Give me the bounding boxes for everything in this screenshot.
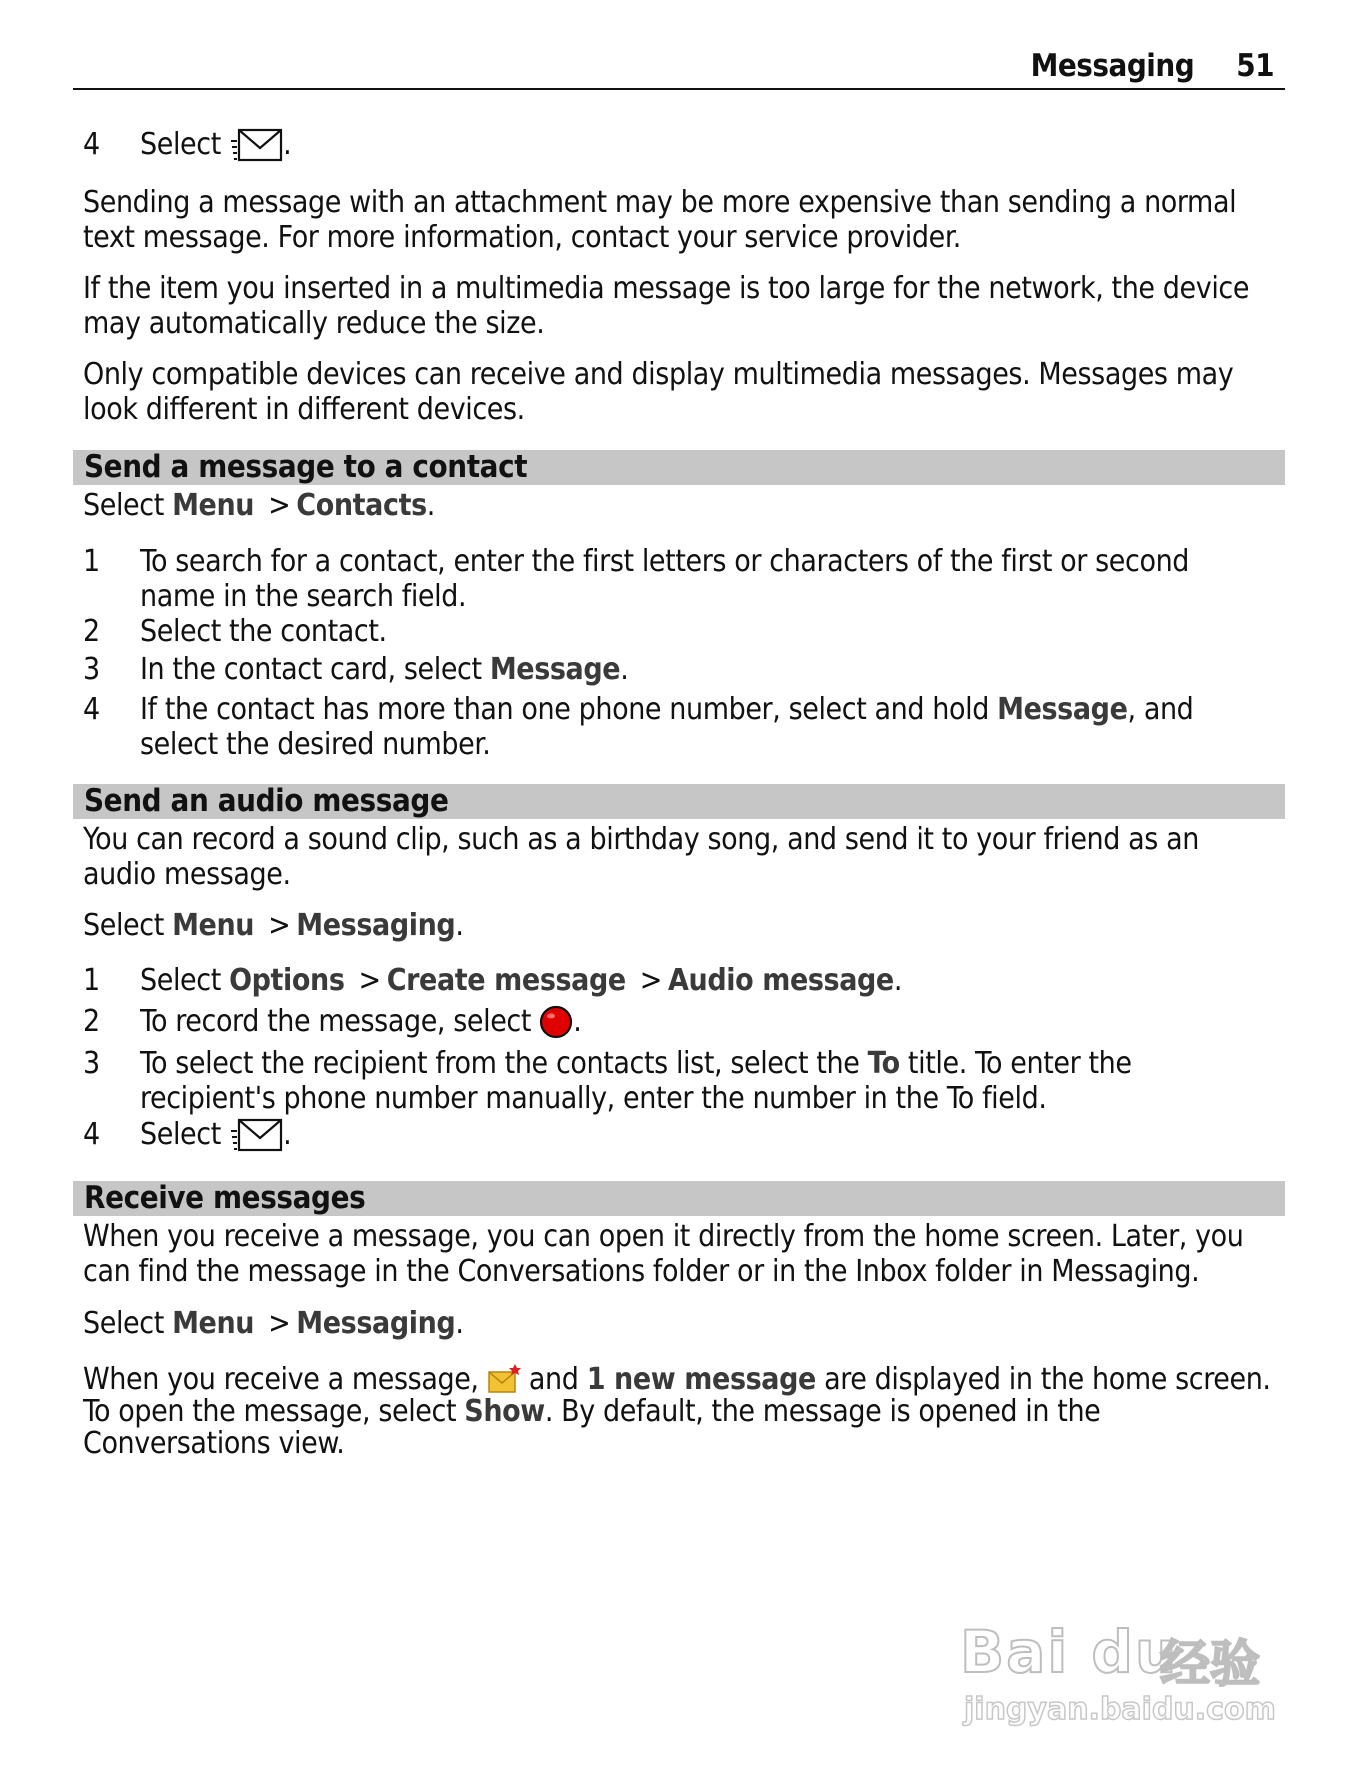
watermark-url: jingyan.baidu.com xyxy=(964,1692,1276,1727)
step-number: 4 xyxy=(83,127,100,162)
watermark-brand: Bai du xyxy=(960,1618,1179,1686)
receive-paragraph: When you receive a message, and 1 new message are displayed in the home screen. To open the message, select Show. By default, the message is opened in the Conversations view. xyxy=(83,1362,1271,1461)
heading-send-audio: Send an audio message xyxy=(73,784,1285,819)
page-header xyxy=(73,48,1285,90)
send-message-icon xyxy=(229,1118,283,1162)
heading-receive-messages: Receive messages xyxy=(73,1181,1285,1216)
paragraph-compatible-devices: Only compatible devices can receive and display multimedia messages. Messages may look different in different devices. xyxy=(83,357,1234,427)
step-text: Select xyxy=(140,127,221,162)
send-message-icon xyxy=(229,128,283,172)
watermark-cn: 经验 xyxy=(1160,1635,1260,1693)
path-messaging-receive: Select Menu > Messaging. xyxy=(83,1306,464,1341)
header-section-title: Messaging xyxy=(1030,48,1195,84)
receive-intro: When you receive a message, you can open it directly from the home screen. Later, you can find the message in the Conversations folder or in the Inbox folder in Messaging. xyxy=(83,1219,1244,1289)
audio-intro: You can record a sound clip, such as a birthday song, and send it to your friend as an audio message. xyxy=(83,822,1199,892)
baidu-watermark xyxy=(960,1600,1290,1750)
heading-send-to-contact: Send a message to a contact xyxy=(73,450,1285,485)
contacts-label: Contacts xyxy=(296,488,427,523)
path-messaging-audio: Select Menu > Messaging. xyxy=(83,908,464,943)
paragraph-attachment-cost: Sending a message with an attachment may be more expensive than sending a normal text message. For more information, contact your service provider. xyxy=(83,185,1237,255)
paragraph-auto-reduce: If the item you inserted in a multimedia message is too large for the network, the device may automatically reduce the size. xyxy=(83,271,1250,341)
page-number: 51 xyxy=(1236,48,1274,84)
manual-page: Messaging 51 4 Select . Sending a message with an attachment may be more expensive than sending a normal text message. For more information, contact your service provider. If the item you inserted in a multimedia message is too large for the network, the device may automatically reduce the size. Only compatible devices can receive and display multimedia messages. Messages may look different in different devices. Send a message to a contact Select Menu > Contacts. 1 To search for a contact, enter the first letters or characters of the first or second name in the search field. 2 Select the contact. 3 In the contact card, select Message. 4 If the contact has more than one phone number, select and hold Message, and select the desired number. Send an audio message You can record a sound clip, such as a birthday song, and send it to your friend as an audio message. Select Menu > Messaging. 1 Select Options > Create message > Audio message. 2 To record the message, select . 3 To select the recipient from the contacts list, select the To title. To enter the recipient's phone number manually, enter the number in the To field. 4 Select . Receive messages When you receive a message, you can open it directly from the home screen. Later, you can find the message in the Conversations folder or in the Inbox folder in Messaging. Select Menu > Messaging. When you receive a message, and 1 new message are displayed in the home screen. To open the message, select Show. By default, the message is opened in the Conversations view. xyxy=(73,0,1285,1792)
record-icon xyxy=(539,1005,573,1047)
menu-label: Menu xyxy=(172,488,255,523)
path-contacts: Select Menu > Contacts. xyxy=(83,488,435,523)
